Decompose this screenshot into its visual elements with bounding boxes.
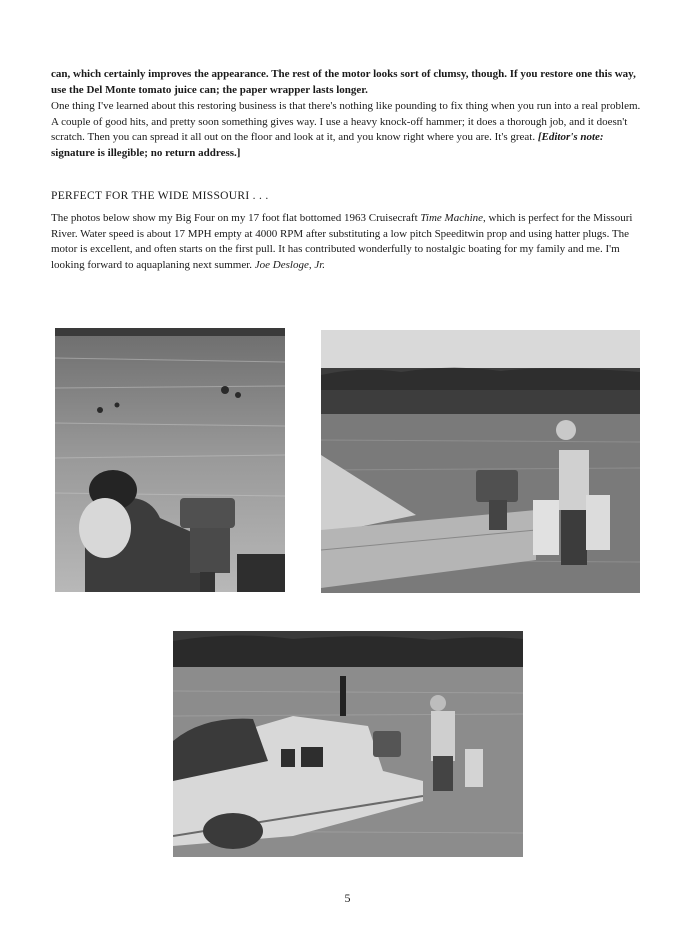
photo-swimmers-graphic [55,328,285,592]
paragraph-motor-appearance: can, which certainly improves the appearance. The rest of the motor looks sort of clumsy, though. If you restore one this way, use the Del Monte tomato juice can; the paper wrapper lasts longer. [51,68,636,96]
photo-man-boat-graphic [321,330,640,593]
photo-cabin-boat-graphic [173,631,523,857]
editor-note-text: signature is illegible; no return address.] [51,146,241,159]
section-heading: PERFECT FOR THE WIDE MISSOURI . . . [51,190,269,202]
photo-swimmers-and-motor [55,328,285,592]
paragraph-restoring-business [51,99,645,161]
photo-man-with-boat [321,330,640,593]
page-number: 5 [344,891,351,905]
signature: Joe Desloge, Jr. [254,258,326,271]
boat-name: Time Machine [420,212,484,224]
photo-cabin-boat-family [173,631,523,857]
paragraph-missouri-text-b: , which is perfect for the Missouri River. Water speed is about 17 MPH empty at 4000 RPM after substituting a low pitch Speeditwin prop and using hatter plugs. The motor is excellent, and often starts on the first pull. It has contributed wonderfully to nostalgic boating for my family and me. I'm looking forward to aquaplaning next summer. [51,212,633,271]
paragraph-missouri-text-a: The photos below show my Big Four on my 17 foot flat bottomed 1963 Cruisecraft [51,212,421,224]
editor-note-label: [Editor's note: [537,131,604,143]
paragraph-missouri [51,211,645,273]
paragraph-restoring-text: One thing I've learned about this restoring business is that there's nothing like pounding to fix thing when you run into a real problem. A couple of good hits, and pretty soon something gives way. I use a heavy knock-off hammer; it does a thorough job, and it doesn't scratch. Then you can spread it all out on the floor and look at it, and you know right where you are. It's great. [51,100,641,143]
